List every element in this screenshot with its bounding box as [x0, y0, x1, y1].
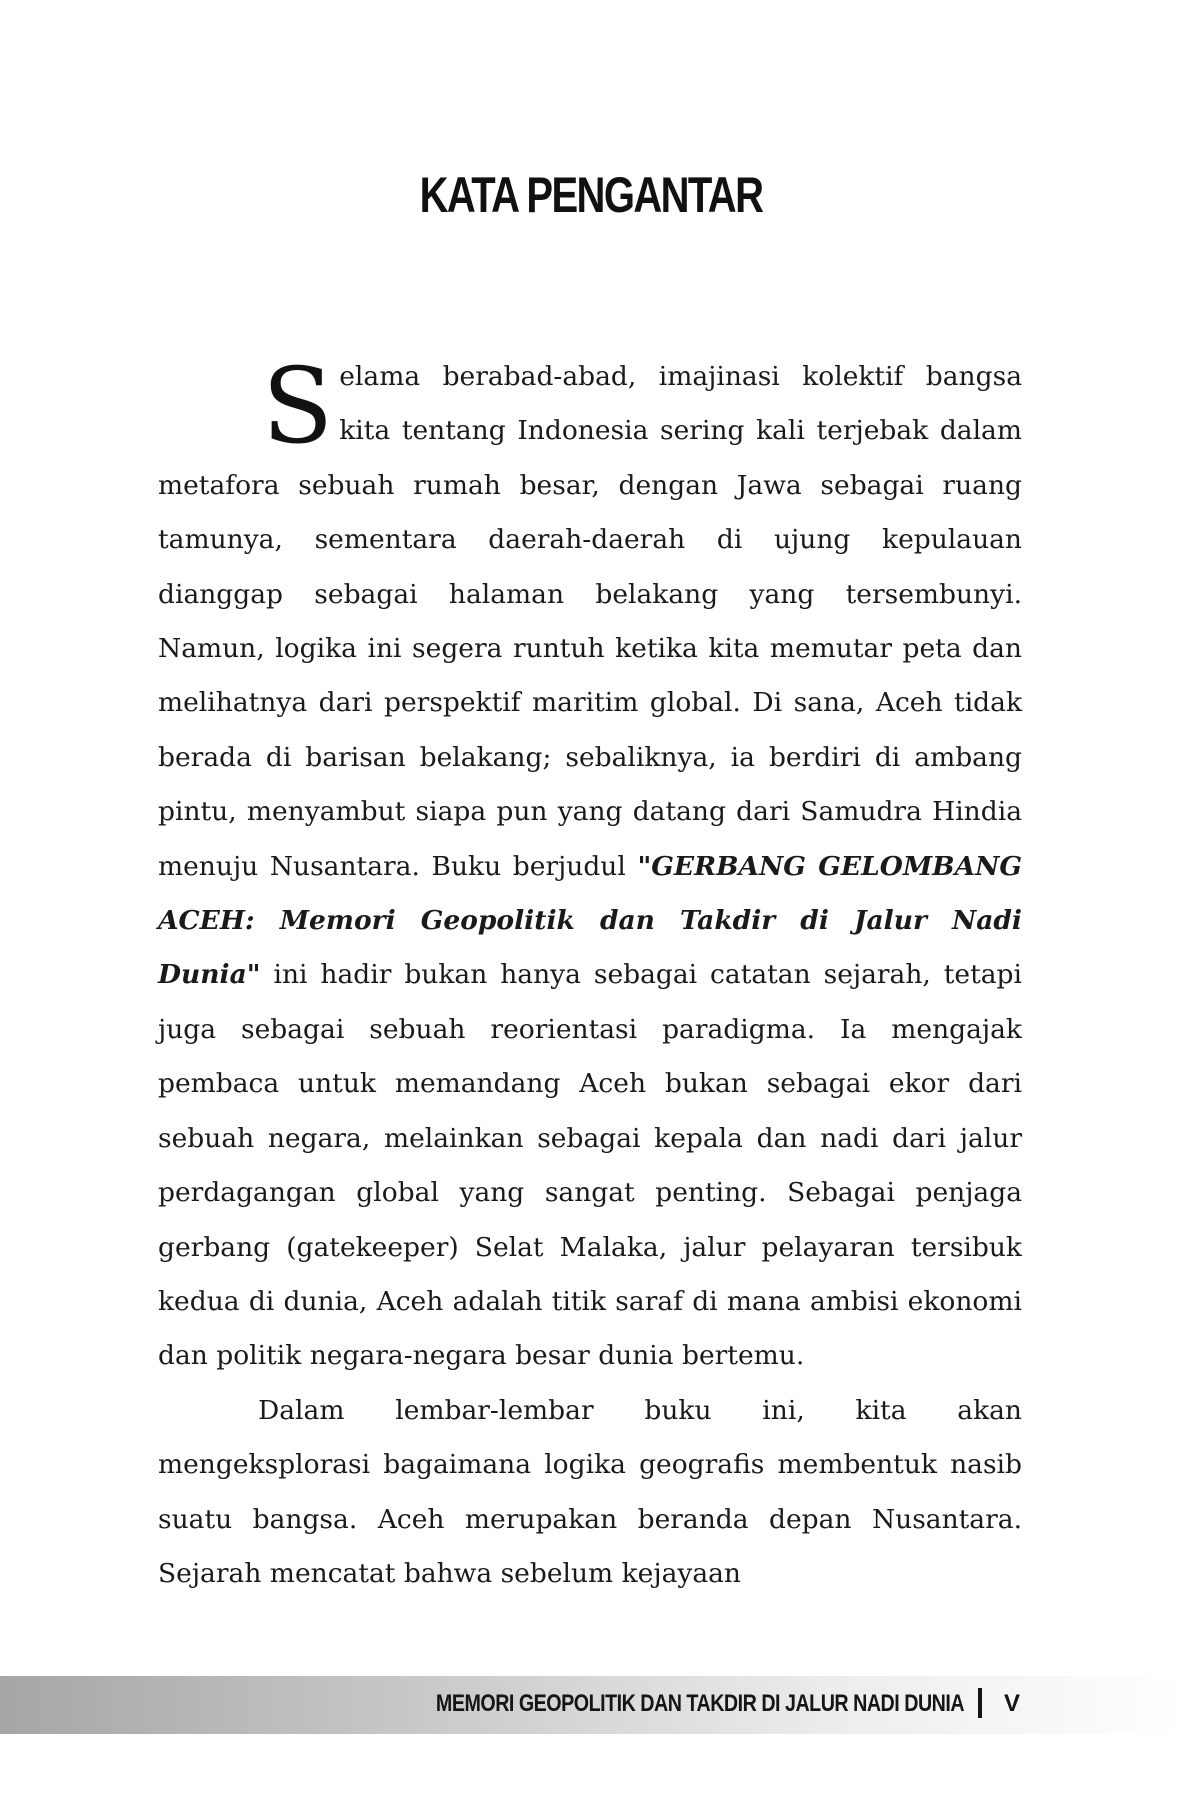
page-title: KATA PENGANTAR	[419, 167, 763, 223]
book-title: "GERBANG GELOMBANG ACEH: Memori Geopolitik dan Takdir di Jalur Nadi Dunia"	[158, 850, 1022, 991]
footer-divider	[978, 1688, 982, 1718]
paragraph-1-text: elama berabad-abad, imajinasi kolektif bangsa kita tentang Indonesia sering kali terjebak dalam metafora sebuah rumah besar, dengan Jawa sebagai ruang tamunya, sementara daerah-daerah di ujung kepulauan dianggap sebagai halaman belakang yang tersembunyi. Namun, logika ini segera runtuh ketika kita memutar peta dan melihatnya dari perspektif maritim global. Di sana, Aceh tidak berada di barisan belakang; sebaliknya, ia berdiri di ambang pintu, menyambut siapa pun yang datang dari Samudra Hindia menuju Nusantara. Buku berjudul	[158, 361, 1022, 882]
running-title: MEMORI GEOPOLITIK DAN TAKDIR DI JALUR NADI DUNIA	[435, 1690, 964, 1717]
page-number: V	[1004, 1690, 1021, 1717]
drop-cap: S	[262, 345, 334, 467]
paragraph-1	[158, 345, 1022, 1384]
paragraph-2: Dalam lembar-lembar buku ini, kita akan mengeksplorasi bagaimana logika geografis membentuk nasib suatu bangsa. Aceh merupakan beranda depan Nusantara. Sejarah mencatat bahwa sebelum kejayaan	[158, 1394, 1022, 1589]
body-text	[158, 345, 1022, 1601]
paragraph-1-text-continued: ini hadir bukan hanya sebagai catatan sejarah, tetapi juga sebagai sebuah reorientasi paradigma. Ia mengajak pembaca untuk memandang Aceh bukan sebagai ekor dari sebuah negara, melainkan sebagai kepala dan nadi dari jalur perdagangan global yang sangat penting. Sebagai penjaga gerbang (gatekeeper) Selat Malaka, jalur pelayaran tersibuk kedua di dunia, Aceh adalah titik saraf di mana ambisi ekonomi dan politik negara-negara besar dunia bertemu.	[158, 959, 1022, 1372]
